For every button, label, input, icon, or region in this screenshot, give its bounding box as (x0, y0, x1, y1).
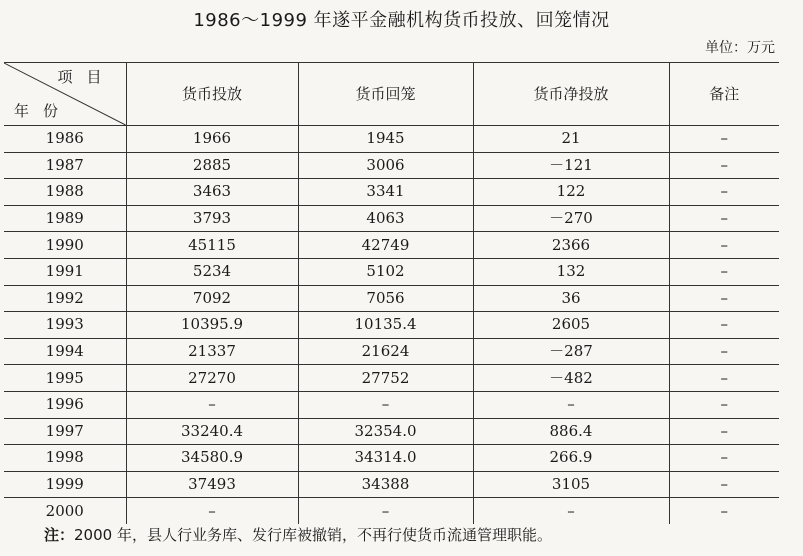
issuance-cell: 10395.9 (126, 312, 298, 339)
net-issuance-cell: – (473, 391, 669, 418)
table-row (4, 391, 779, 418)
issuance-cell: 27270 (126, 365, 298, 392)
remarks-cell: – (669, 232, 779, 259)
column-header-remarks: 备注 (669, 63, 779, 126)
year-cell: 1993 (4, 312, 126, 339)
withdrawal-cell: 3006 (298, 152, 473, 179)
net-issuance-cell: 36 (473, 285, 669, 312)
net-issuance-cell: 2605 (473, 312, 669, 339)
table-header-row (4, 63, 779, 126)
year-cell: 1994 (4, 338, 126, 365)
net-issuance-cell: －287 (473, 338, 669, 365)
withdrawal-cell: 21624 (298, 338, 473, 365)
year-label: 年份 (14, 102, 73, 120)
remarks-cell: – (669, 179, 779, 206)
table-row (4, 338, 779, 365)
withdrawal-cell: 27752 (298, 365, 473, 392)
unit-label: 单位：万元 (705, 40, 775, 56)
withdrawal-cell: 34314.0 (298, 445, 473, 472)
net-issuance-cell: －482 (473, 365, 669, 392)
remarks-cell: – (669, 445, 779, 472)
withdrawal-cell: 5102 (298, 258, 473, 285)
issuance-cell: 33240.4 (126, 418, 298, 445)
issuance-cell: 37493 (126, 471, 298, 498)
issuance-cell: 7092 (126, 285, 298, 312)
net-issuance-cell: －121 (473, 152, 669, 179)
item-label: 项目 (57, 68, 116, 86)
remarks-cell: – (669, 471, 779, 498)
withdrawal-cell: 34388 (298, 471, 473, 498)
issuance-cell: 5234 (126, 258, 298, 285)
footnote-text: 2000 年，县人行业务库、发行库被撤销，不再行使货币流通管理职能。 (74, 526, 552, 544)
net-issuance-cell: 132 (473, 258, 669, 285)
withdrawal-cell: 32354.0 (298, 418, 473, 445)
remarks-cell: – (669, 498, 779, 524)
net-issuance-cell: 266.9 (473, 445, 669, 472)
issuance-cell: 34580.9 (126, 445, 298, 472)
withdrawal-cell: 7056 (298, 285, 473, 312)
page-title: 1986～1999 年遂平金融机构货币投放、回笼情况 (193, 10, 610, 31)
issuance-cell: – (126, 498, 298, 524)
column-header-issuance: 货币投放 (126, 63, 298, 126)
table-row (4, 471, 779, 498)
withdrawal-cell: – (298, 391, 473, 418)
diagonal-header-cell (4, 63, 126, 126)
net-issuance-cell: 122 (473, 179, 669, 206)
issuance-cell: – (126, 391, 298, 418)
remarks-cell: – (669, 391, 779, 418)
remarks-cell: – (669, 312, 779, 339)
net-issuance-cell: 886.4 (473, 418, 669, 445)
remarks-cell: – (669, 152, 779, 179)
issuance-cell: 1966 (126, 126, 298, 153)
currency-table (4, 62, 779, 524)
table-row (4, 152, 779, 179)
year-cell: 1987 (4, 152, 126, 179)
table-row (4, 126, 779, 153)
issuance-cell: 2885 (126, 152, 298, 179)
withdrawal-cell: 42749 (298, 232, 473, 259)
remarks-cell: – (669, 285, 779, 312)
year-cell: 1990 (4, 232, 126, 259)
table-row (4, 179, 779, 206)
year-cell: 1996 (4, 391, 126, 418)
net-issuance-cell: 3105 (473, 471, 669, 498)
withdrawal-cell: 1945 (298, 126, 473, 153)
remarks-cell: – (669, 418, 779, 445)
table-row (4, 232, 779, 259)
issuance-cell: 21337 (126, 338, 298, 365)
year-cell: 1999 (4, 471, 126, 498)
table-row (4, 418, 779, 445)
year-cell: 1997 (4, 418, 126, 445)
issuance-cell: 3463 (126, 179, 298, 206)
year-cell: 1995 (4, 365, 126, 392)
net-issuance-cell: －270 (473, 205, 669, 232)
table-row (4, 365, 779, 392)
table-row (4, 285, 779, 312)
issuance-cell: 3793 (126, 205, 298, 232)
year-cell: 1991 (4, 258, 126, 285)
net-issuance-cell: 2366 (473, 232, 669, 259)
issuance-cell: 45115 (126, 232, 298, 259)
year-cell: 1986 (4, 126, 126, 153)
table-row (4, 445, 779, 472)
remarks-cell: – (669, 338, 779, 365)
remarks-cell: – (669, 258, 779, 285)
table-row (4, 205, 779, 232)
remarks-cell: – (669, 365, 779, 392)
column-header-net-issuance: 货币净投放 (473, 63, 669, 126)
withdrawal-cell: – (298, 498, 473, 524)
year-cell: 1998 (4, 445, 126, 472)
withdrawal-cell: 3341 (298, 179, 473, 206)
net-issuance-cell: 21 (473, 126, 669, 153)
table-row (4, 498, 779, 524)
net-issuance-cell: – (473, 498, 669, 524)
year-cell: 2000 (4, 498, 126, 524)
footnote-label: 注： (44, 526, 75, 544)
year-cell: 1989 (4, 205, 126, 232)
remarks-cell: – (669, 126, 779, 153)
column-header-withdrawal: 货币回笼 (298, 63, 473, 126)
year-cell: 1988 (4, 179, 126, 206)
remarks-cell: – (669, 205, 779, 232)
table-row (4, 258, 779, 285)
footnote (44, 524, 552, 545)
withdrawal-cell: 10135.4 (298, 312, 473, 339)
table-row (4, 312, 779, 339)
year-cell: 1992 (4, 285, 126, 312)
withdrawal-cell: 4063 (298, 205, 473, 232)
